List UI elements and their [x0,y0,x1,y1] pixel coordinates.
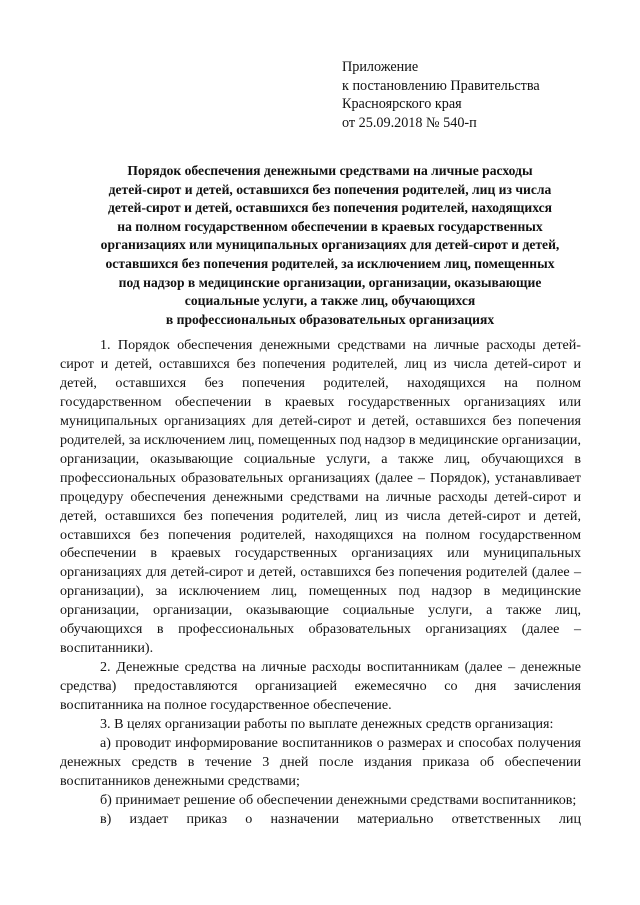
subparagraph-a: а) проводит информирование воспитанников о размерах и способах получения денежных средств в течение 3 дней после издания приказа об обеспечении воспитанников денежными средствами; [60,735,581,789]
title-line: организациях или муниципальных организациях для детей-сирот и детей, [100,237,560,253]
appendix-block [342,58,612,132]
document-body [60,336,581,829]
document-title [60,162,600,329]
title-line: оставшихся без попечения родителей, за исключением лиц, помещенных [105,255,555,271]
appendix-line: от 25.09.2018 № 540-п [342,114,477,131]
title-line: под надзор в медицинские организации, организации, оказывающие [118,274,542,290]
title-line: Порядок обеспечения денежными средствами на личные расходы [127,163,533,178]
subparagraph-b: б) принимает решение об обеспечении денежными средствами воспитанников; [100,791,577,808]
appendix-line: Приложение [342,59,419,75]
title-line: детей-сирот и детей, оставшихся без попечения родителей, лиц из числа [108,181,552,197]
title-line: социальные услуги, а также лиц, обучающихся [184,293,476,309]
title-line: детей-сирот и детей, оставшихся без попечения родителей, находящихся [108,200,552,216]
appendix-line: к постановлению Правительства [342,77,540,94]
title-line: в профессиональных образовательных организациях [165,311,495,327]
paragraph-2: 2. Денежные средства на личные расходы воспитанникам (далее – денежные средства) предоставляются организацией ежемесячно со дня зачисления воспитанника на полное государственное обеспечение. [60,659,581,714]
paragraph-1: 1. Порядок обеспечения денежными средствами на личные расходы детей-сирот и детей, оставшихся без попечения родителей, лиц из числа детей-сирот и детей, оставшихся без попечения родителей, находящихся на полном государственном обеспечении в краевых государственных организациях или муниципальных организациях для детей-сирот и детей, оставшихся без попечения родителей, за исключением лиц, помещенных под надзор в медицинские организации, организации, оказывающие социальные услуги, а также лиц, обучающихся в профессиональных образовательных организациях (далее – Порядок), устанавливает процедуру обеспечения денежными средствами на личные расходы детей-сирот и детей, оставшихся без попечения родителей, лиц из числа детей-сирот и детей, оставшихся без попечения родителей, находящихся на полном государственном обеспечении в краевых государственных организациях или муниципальных организациях для детей-сирот и детей, оставшихся без попечения родителей (далее – организации), за исключением лиц, помещенных под надзор в медицинские организации, организации, оказывающие социальные услуги, а также лиц, обучающихся в профессиональных образовательных организациях (далее – воспитанники). [60,337,581,657]
title-line: на полном государственном обеспечении в краевых государственных [117,218,543,234]
subparagraph-c: в) издает приказ о назначении материально ответственных лиц [100,810,581,827]
paragraph-3: 3. В целях организации работы по выплате денежных средств организация: [100,716,554,733]
appendix-line: Красноярского края [342,96,462,112]
